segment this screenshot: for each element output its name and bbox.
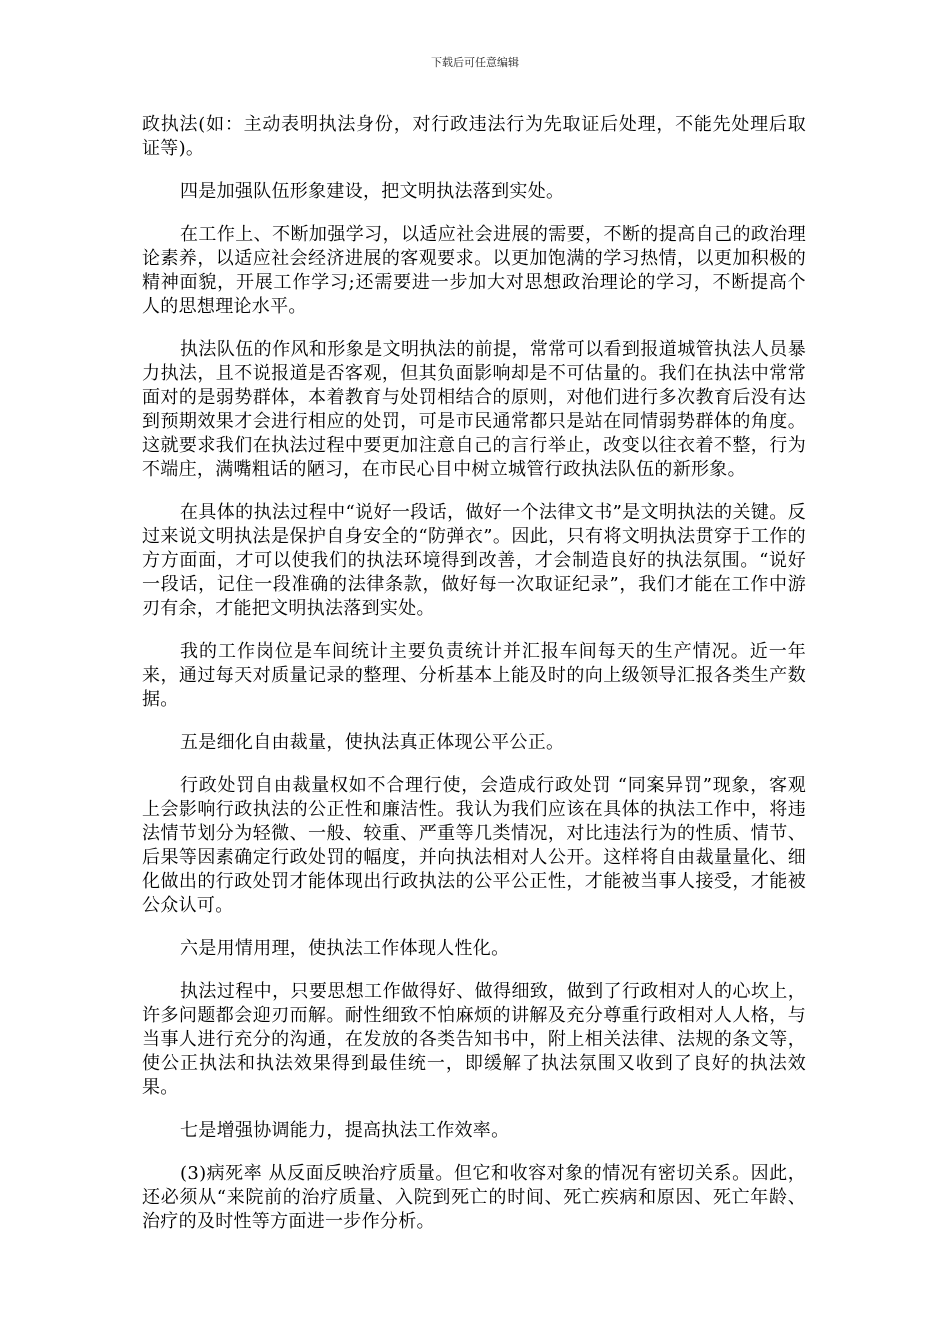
paragraph-1: 政执法(如：主动表明执法身份，对行政违法行为先取证后处理，不能先处理后取证等)。: [142, 114, 806, 159]
paragraph-2-heading: 四是加强队伍形象建设，把文明执法落到实处。: [180, 181, 565, 202]
paragraph-5: 在具体的执法过程中“说好一段话，做好一个法律文书”是文明执法的关键。反过来说文明执法是保护自身安全的“防弹衣”。因此，只有将文明执法贯穿于工作的方方面面，才可以使我们的执法环境得到改善，才会制造良好的执法氛围。“说好一段话，记住一段准确的法律条款，做好每一次取证纪录”，我们才能在工作中游刃有余，才能把文明执法落到实处。: [142, 502, 806, 619]
document-body: [142, 113, 806, 1253]
paragraph-6: 我的工作岗位是车间统计主要负责统计并汇报车间每天的生产情况。近一年来，通过每天对质量记录的整理、分析基本上能及时的向上级领导汇报各类生产数据。: [142, 641, 806, 710]
paragraph-3: 在工作上、不断加强学习，以适应社会进展的需要，不断的提高自己的政治理论素养，以适应社会经济进展的客观要求。以更加饱满的学习热情，以更加积极的精神面貌，开展工作学习;还需要进一步加大对思想政治理论的学习，不断提高个人的思想理论水平。: [142, 224, 806, 317]
paragraph-7-heading: 五是细化自由裁量，使执法真正体现公平公正。: [180, 732, 565, 753]
paragraph-4: 执法队伍的作风和形象是文明执法的前提，常常可以看到报道城管执法人员暴力执法，且不说报道是否客观，但其负面影响却是不可估量的。我们在执法中常常面对的是弱势群体，本着教育与处罚相结合的原则，对他们进行多次教育后没有达到预期效果才会进行相应的处罚，可是市民通常都只是站在同情弱势群体的角度。这就要求我们在执法过程中要更加注意自己的言行举止，改变以往衣着不整，行为不端庄，满嘴粗话的陋习，在市民心目中树立城管行政执法队伍的新形象。: [142, 339, 806, 480]
page-header: 下载后可任意编辑: [431, 56, 519, 69]
paragraph-11-heading: 七是增强协调能力，提高执法工作效率。: [180, 1120, 510, 1141]
paragraph-8: 行政处罚自由裁量权如不合理行使，会造成行政处罚 “同案异罚”现象，客观上会影响行政执法的公正性和廉洁性。我认为我们应该在具体的执法工作中，将违法情节划分为轻微、一般、较重、严重等几类情况，对比违法行为的性质、情节、后果等因素确定行政处罚的幅度，并向执法相对人公开。这样将自由裁量量化、细化做出的行政处罚才能体现出行政执法的公平公正性，才能被当事人接受，才能被公众认可。: [142, 775, 806, 916]
paragraph-10: 执法过程中，只要思想工作做得好、做得细致，做到了行政相对人的心坎上，许多问题都会迎刃而解。耐性细致不怕麻烦的讲解及充分尊重行政相对人人格，与当事人进行充分的沟通，在发放的各类告知书中，附上相关法律、法规的条文等，使公正执法和执法效果得到最佳统一，即缓解了执法氛围又收到了良好的执法效果。: [142, 981, 806, 1098]
paragraph-12: (3)病死率 从反面反映治疗质量。但它和收容对象的情况有密切关系。因此，还必须从“来院前的治疗质量、入院到死亡的时间、死亡疾病和原因、死亡年龄、治疗的及时性等方面进一步作分析。: [142, 1163, 806, 1232]
paragraph-9-heading: 六是用情用理，使执法工作体现人性化。: [180, 938, 510, 959]
